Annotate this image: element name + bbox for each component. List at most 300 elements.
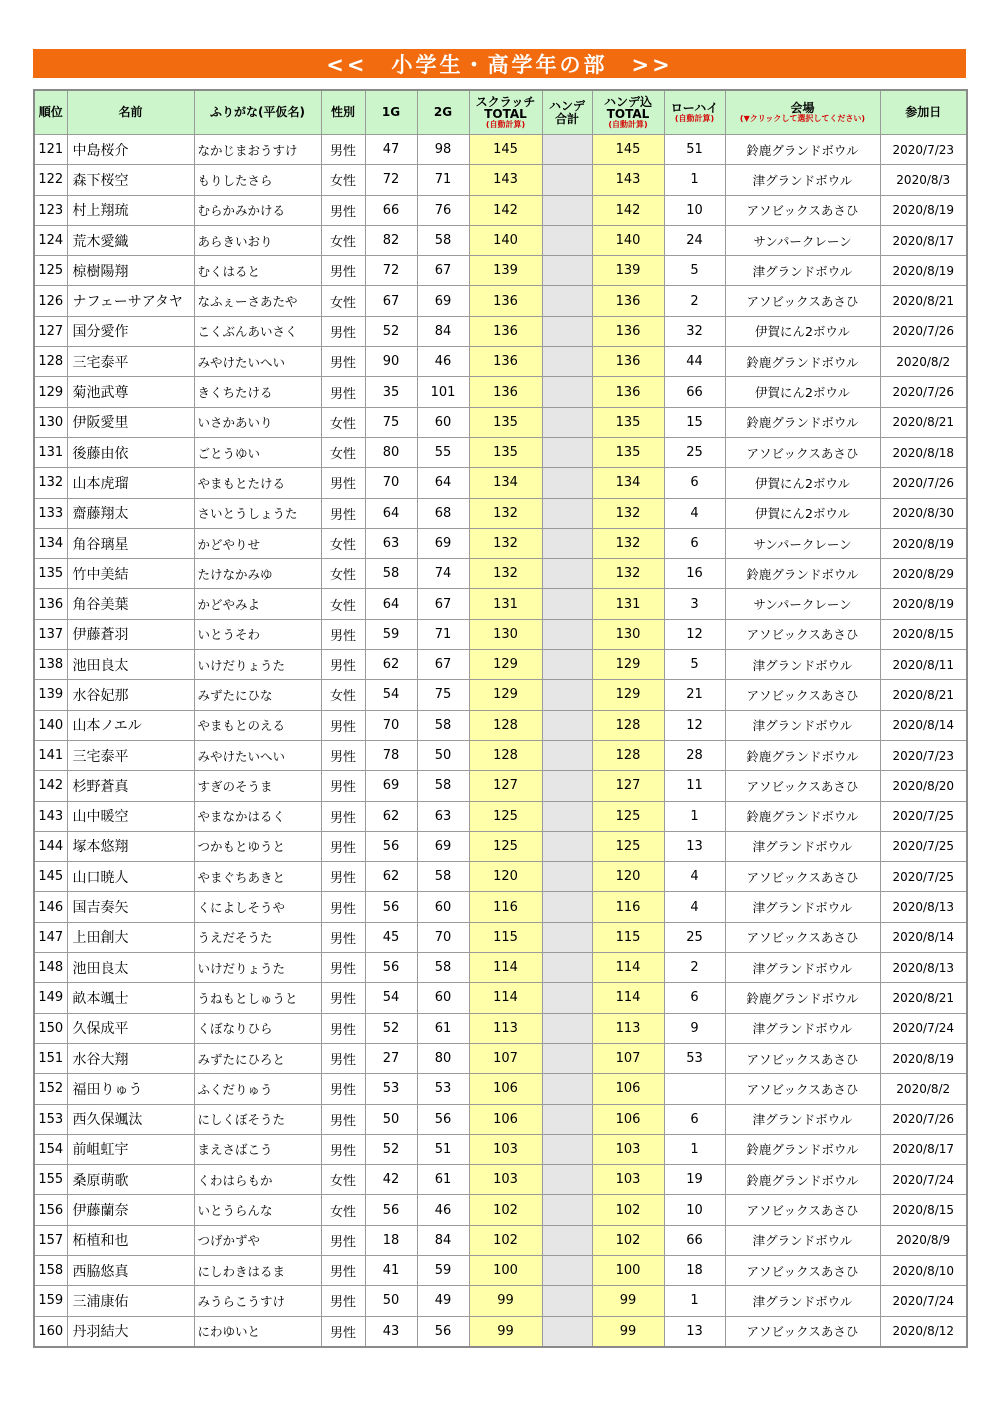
scratch-total-cell: 114 [469, 953, 542, 983]
venue-select[interactable]: 伊賀にん2ボウル [725, 316, 880, 346]
table-row [34, 225, 967, 255]
gender-cell: 男性 [321, 831, 365, 861]
game2-cell: 98 [417, 135, 469, 165]
handicap-total-cell: 143 [592, 165, 664, 195]
date-cell: 2020/7/24 [880, 1165, 967, 1195]
venue-select[interactable]: 鈴鹿グランドボウル [725, 1165, 880, 1195]
name-cell: 山口暁人 [67, 862, 194, 892]
name-cell: 齋藤翔太 [67, 498, 194, 528]
game2-cell: 67 [417, 589, 469, 619]
rank-cell: 126 [34, 286, 67, 316]
header-handicap-total-label: TOTAL [606, 107, 650, 122]
handicap-total-cell: 100 [592, 1255, 664, 1285]
scratch-total-cell: 125 [469, 801, 542, 831]
lowhigh-cell: 13 [664, 1316, 725, 1347]
scratch-total-cell: 143 [469, 165, 542, 195]
date-cell: 2020/8/19 [880, 256, 967, 286]
venue-select[interactable]: 津グランドボウル [725, 1225, 880, 1255]
scratch-total-cell: 107 [469, 1043, 542, 1073]
lowhigh-cell: 1 [664, 165, 725, 195]
scratch-total-cell: 134 [469, 468, 542, 498]
header-scratch-total [469, 90, 542, 135]
lowhigh-cell: 6 [664, 983, 725, 1013]
table-row [34, 1316, 967, 1347]
name-cell: 水谷大翔 [67, 1043, 194, 1073]
venue-select[interactable]: 津グランドボウル [725, 892, 880, 922]
handicap-sum-cell [542, 892, 592, 922]
venue-select[interactable]: 津グランドボウル [725, 256, 880, 286]
gender-cell: 女性 [321, 225, 365, 255]
table-row [34, 801, 967, 831]
handicap-total-cell: 132 [592, 528, 664, 558]
lowhigh-cell: 6 [664, 528, 725, 558]
lowhigh-cell: 25 [664, 437, 725, 467]
venue-select[interactable]: アソビックスあさひ [725, 1255, 880, 1285]
handicap-sum-cell [542, 953, 592, 983]
handicap-total-cell: 114 [592, 953, 664, 983]
lowhigh-cell: 51 [664, 135, 725, 165]
name-cell: 三浦康佑 [67, 1286, 194, 1316]
date-cell: 2020/8/12 [880, 1316, 967, 1347]
header-name: 名前 [67, 90, 194, 135]
game1-cell: 90 [365, 347, 417, 377]
venue-select[interactable]: アソビックスあさひ [725, 195, 880, 225]
handicap-sum-cell [542, 437, 592, 467]
furigana-cell: むくはると [194, 256, 321, 286]
table-row [34, 1195, 967, 1225]
table-row [34, 771, 967, 801]
game2-cell: 60 [417, 892, 469, 922]
name-cell: 柘植和也 [67, 1225, 194, 1255]
date-cell: 2020/7/25 [880, 862, 967, 892]
name-cell: 中島桜介 [67, 135, 194, 165]
venue-select[interactable]: 伊賀にん2ボウル [725, 468, 880, 498]
venue-select[interactable]: サンパークレーン [725, 589, 880, 619]
game1-cell: 72 [365, 256, 417, 286]
table-row [34, 347, 967, 377]
scratch-total-cell: 102 [469, 1225, 542, 1255]
handicap-sum-cell [542, 1074, 592, 1104]
venue-select[interactable]: アソビックスあさひ [725, 771, 880, 801]
handicap-sum-cell [542, 831, 592, 861]
handicap-total-cell: 139 [592, 256, 664, 286]
rank-cell: 128 [34, 347, 67, 377]
header-date: 参加日 [880, 90, 967, 135]
lowhigh-cell: 13 [664, 831, 725, 861]
rank-cell: 151 [34, 1043, 67, 1073]
scratch-total-cell: 140 [469, 225, 542, 255]
table-row [34, 559, 967, 589]
venue-select[interactable]: 鈴鹿グランドボウル [725, 559, 880, 589]
gender-cell: 男性 [321, 1255, 365, 1285]
venue-select[interactable]: アソビックスあさひ [725, 619, 880, 649]
scratch-total-cell: 113 [469, 1013, 542, 1043]
name-cell: 国吉奏矢 [67, 892, 194, 922]
lowhigh-cell: 10 [664, 195, 725, 225]
rank-cell: 149 [34, 983, 67, 1013]
handicap-total-cell: 132 [592, 498, 664, 528]
header-row [34, 90, 967, 135]
rank-cell: 148 [34, 953, 67, 983]
rank-cell: 158 [34, 1255, 67, 1285]
date-cell: 2020/8/2 [880, 1074, 967, 1104]
game1-cell: 66 [365, 195, 417, 225]
rank-cell: 136 [34, 589, 67, 619]
gender-cell: 女性 [321, 589, 365, 619]
game2-cell: 70 [417, 922, 469, 952]
game1-cell: 45 [365, 922, 417, 952]
game2-cell: 69 [417, 528, 469, 558]
venue-select[interactable]: 鈴鹿グランドボウル [725, 135, 880, 165]
game1-cell: 56 [365, 892, 417, 922]
furigana-cell: あらきいおり [194, 225, 321, 255]
date-cell: 2020/8/10 [880, 1255, 967, 1285]
handicap-sum-cell [542, 680, 592, 710]
table-row [34, 862, 967, 892]
furigana-cell: みずたにひろと [194, 1043, 321, 1073]
handicap-sum-cell [542, 286, 592, 316]
gender-cell: 女性 [321, 407, 365, 437]
date-cell: 2020/8/11 [880, 650, 967, 680]
game1-cell: 58 [365, 559, 417, 589]
game2-cell: 53 [417, 1074, 469, 1104]
rank-cell: 124 [34, 225, 67, 255]
scratch-total-cell: 136 [469, 286, 542, 316]
venue-select[interactable]: アソビックスあさひ [725, 680, 880, 710]
game2-cell: 71 [417, 619, 469, 649]
venue-select[interactable]: 鈴鹿グランドボウル [725, 801, 880, 831]
table-row [34, 740, 967, 770]
gender-cell: 女性 [321, 165, 365, 195]
name-cell: 竹中美結 [67, 559, 194, 589]
name-cell: 菊池武尊 [67, 377, 194, 407]
scratch-total-cell: 131 [469, 589, 542, 619]
header-scratch-label: スクラッチ [475, 94, 536, 109]
date-cell: 2020/7/26 [880, 377, 967, 407]
table-row [34, 1255, 967, 1285]
game1-cell: 59 [365, 619, 417, 649]
furigana-cell: すぎのそうま [194, 771, 321, 801]
scratch-total-cell: 125 [469, 831, 542, 861]
venue-select[interactable]: 津グランドボウル [725, 710, 880, 740]
handicap-total-cell: 114 [592, 983, 664, 1013]
game1-cell: 67 [365, 286, 417, 316]
handicap-total-cell: 130 [592, 619, 664, 649]
table-row [34, 195, 967, 225]
furigana-cell: くわはらもか [194, 1165, 321, 1195]
game2-cell: 75 [417, 680, 469, 710]
furigana-cell: もりしたさら [194, 165, 321, 195]
handicap-sum-cell [542, 1104, 592, 1134]
scratch-total-cell: 102 [469, 1195, 542, 1225]
furigana-cell: つげかずや [194, 1225, 321, 1255]
date-cell: 2020/8/9 [880, 1225, 967, 1255]
rank-cell: 131 [34, 437, 67, 467]
scratch-total-cell: 136 [469, 316, 542, 346]
game1-cell: 53 [365, 1074, 417, 1104]
lowhigh-cell: 25 [664, 922, 725, 952]
scratch-total-cell: 136 [469, 377, 542, 407]
rank-cell: 150 [34, 1013, 67, 1043]
gender-cell: 男性 [321, 1286, 365, 1316]
scratch-total-cell: 130 [469, 619, 542, 649]
rank-cell: 143 [34, 801, 67, 831]
venue-select[interactable]: アソビックスあさひ [725, 862, 880, 892]
game1-cell: 56 [365, 1195, 417, 1225]
lowhigh-cell: 15 [664, 407, 725, 437]
handicap-sum-cell [542, 468, 592, 498]
handicap-total-cell: 102 [592, 1195, 664, 1225]
game1-cell: 52 [365, 1013, 417, 1043]
handicap-sum-cell [542, 1165, 592, 1195]
furigana-cell: まえさばこう [194, 1134, 321, 1164]
header-game2: 2G [417, 90, 469, 135]
scratch-total-cell: 132 [469, 559, 542, 589]
handicap-sum-cell [542, 225, 592, 255]
gender-cell: 男性 [321, 619, 365, 649]
game1-cell: 70 [365, 710, 417, 740]
lowhigh-cell: 19 [664, 1165, 725, 1195]
handicap-sum-cell [542, 165, 592, 195]
scratch-total-cell: 114 [469, 983, 542, 1013]
date-cell: 2020/8/19 [880, 528, 967, 558]
gender-cell: 男性 [321, 256, 365, 286]
header-furigana: ふりがな(平仮名) [194, 90, 321, 135]
furigana-cell: くぼなりひら [194, 1013, 321, 1043]
lowhigh-cell: 11 [664, 771, 725, 801]
venue-select[interactable]: 伊賀にん2ボウル [725, 377, 880, 407]
handicap-total-cell: 136 [592, 286, 664, 316]
lowhigh-cell: 1 [664, 1286, 725, 1316]
date-cell: 2020/8/2 [880, 347, 967, 377]
gender-cell: 女性 [321, 437, 365, 467]
venue-select[interactable]: 鈴鹿グランドボウル [725, 407, 880, 437]
venue-select[interactable]: アソビックスあさひ [725, 437, 880, 467]
handicap-total-cell: 142 [592, 195, 664, 225]
gender-cell: 男性 [321, 377, 365, 407]
gender-cell: 男性 [321, 468, 365, 498]
handicap-sum-cell [542, 710, 592, 740]
gender-cell: 女性 [321, 680, 365, 710]
rank-cell: 155 [34, 1165, 67, 1195]
game2-cell: 50 [417, 740, 469, 770]
venue-select[interactable]: アソビックスあさひ [725, 1074, 880, 1104]
venue-select[interactable]: アソビックスあさひ [725, 1043, 880, 1073]
header-handicap-incl-label: ハンデ込 [603, 94, 652, 109]
gender-cell: 男性 [321, 1013, 365, 1043]
rank-cell: 125 [34, 256, 67, 286]
handicap-sum-cell [542, 316, 592, 346]
date-cell: 2020/8/18 [880, 437, 967, 467]
scratch-total-cell: 129 [469, 650, 542, 680]
name-cell: 上田創大 [67, 922, 194, 952]
handicap-total-cell: 128 [592, 710, 664, 740]
table-row [34, 256, 967, 286]
lowhigh-cell: 18 [664, 1255, 725, 1285]
furigana-cell: たけなかみゆ [194, 559, 321, 589]
date-cell: 2020/8/17 [880, 225, 967, 255]
game1-cell: 75 [365, 407, 417, 437]
name-cell: 村上翔琉 [67, 195, 194, 225]
ranking-body [34, 135, 967, 1347]
game1-cell: 52 [365, 1134, 417, 1164]
date-cell: 2020/8/3 [880, 165, 967, 195]
name-cell: 三宅泰平 [67, 740, 194, 770]
lowhigh-cell: 6 [664, 468, 725, 498]
venue-select[interactable]: サンパークレーン [725, 225, 880, 255]
rank-cell: 142 [34, 771, 67, 801]
handicap-total-cell: 99 [592, 1316, 664, 1347]
venue-select[interactable]: 津グランドボウル [725, 650, 880, 680]
rank-cell: 145 [34, 862, 67, 892]
date-cell: 2020/8/19 [880, 1043, 967, 1073]
venue-select[interactable]: 津グランドボウル [725, 1104, 880, 1134]
handicap-sum-cell [542, 801, 592, 831]
header-handicap-label: ハンデ [548, 98, 585, 113]
header-venue-note: (▼クリックして選択してください) [739, 113, 866, 123]
game2-cell: 68 [417, 498, 469, 528]
table-row [34, 1074, 967, 1104]
venue-select[interactable]: アソビックスあさひ [725, 1316, 880, 1347]
date-cell: 2020/7/26 [880, 1104, 967, 1134]
venue-select[interactable]: アソビックスあさひ [725, 922, 880, 952]
lowhigh-cell: 4 [664, 498, 725, 528]
furigana-cell: むらかみかける [194, 195, 321, 225]
name-cell: 丹羽結大 [67, 1316, 194, 1347]
name-cell: 山本ノエル [67, 710, 194, 740]
furigana-cell: きくちたける [194, 377, 321, 407]
handicap-total-cell: 113 [592, 1013, 664, 1043]
game1-cell: 80 [365, 437, 417, 467]
header-handicap-auto-note: (自動計算) [608, 119, 648, 129]
game1-cell: 63 [365, 528, 417, 558]
gender-cell: 男性 [321, 983, 365, 1013]
name-cell: 西久保颯汰 [67, 1104, 194, 1134]
venue-select[interactable]: 津グランドボウル [725, 953, 880, 983]
name-cell: 伊藤蒼羽 [67, 619, 194, 649]
table-row [34, 1225, 967, 1255]
header-lowhigh-auto-note: (自動計算) [674, 113, 715, 123]
scratch-total-cell: 100 [469, 1255, 542, 1285]
furigana-cell: やまなかはるく [194, 801, 321, 831]
game1-cell: 50 [365, 1286, 417, 1316]
gender-cell: 男性 [321, 347, 365, 377]
lowhigh-cell: 4 [664, 892, 725, 922]
lowhigh-cell: 66 [664, 1225, 725, 1255]
game1-cell: 82 [365, 225, 417, 255]
venue-select[interactable]: 鈴鹿グランドボウル [725, 983, 880, 1013]
furigana-cell: つかもとゆうと [194, 831, 321, 861]
date-cell: 2020/7/24 [880, 1013, 967, 1043]
name-cell: 桑原萌歌 [67, 1165, 194, 1195]
furigana-cell: なふぇーさあたや [194, 286, 321, 316]
game2-cell: 84 [417, 316, 469, 346]
handicap-total-cell: 135 [592, 437, 664, 467]
game2-cell: 58 [417, 771, 469, 801]
furigana-cell: なかじまおうすけ [194, 135, 321, 165]
game2-cell: 69 [417, 831, 469, 861]
handicap-sum-cell [542, 1225, 592, 1255]
handicap-sum-cell [542, 407, 592, 437]
venue-select[interactable]: 鈴鹿グランドボウル [725, 740, 880, 770]
venue-select[interactable]: 津グランドボウル [725, 1286, 880, 1316]
lowhigh-cell: 9 [664, 1013, 725, 1043]
header-venue-label: 会場 [790, 101, 815, 115]
scratch-total-cell: 127 [469, 771, 542, 801]
gender-cell: 男性 [321, 650, 365, 680]
table-row [34, 316, 967, 346]
gender-cell: 男性 [321, 771, 365, 801]
handicap-total-cell: 134 [592, 468, 664, 498]
game2-cell: 58 [417, 225, 469, 255]
name-cell: 国分愛作 [67, 316, 194, 346]
rank-cell: 141 [34, 740, 67, 770]
game1-cell: 50 [365, 1104, 417, 1134]
name-cell: 伊藤蘭奈 [67, 1195, 194, 1225]
game1-cell: 64 [365, 589, 417, 619]
game1-cell: 54 [365, 680, 417, 710]
venue-select[interactable]: アソビックスあさひ [725, 286, 880, 316]
name-cell: 後藤由依 [67, 437, 194, 467]
gender-cell: 男性 [321, 135, 365, 165]
venue-select[interactable]: サンパークレーン [725, 528, 880, 558]
rank-cell: 129 [34, 377, 67, 407]
rank-cell: 147 [34, 922, 67, 952]
game2-cell: 58 [417, 862, 469, 892]
game1-cell: 52 [365, 316, 417, 346]
name-cell: 池田良太 [67, 953, 194, 983]
game2-cell: 59 [417, 1255, 469, 1285]
lowhigh-cell: 1 [664, 1134, 725, 1164]
handicap-sum-cell [542, 983, 592, 1013]
gender-cell: 男性 [321, 1316, 365, 1347]
header-rank: 順位 [34, 90, 67, 135]
name-cell: 福田りゅう [67, 1074, 194, 1104]
venue-select[interactable]: 津グランドボウル [725, 1013, 880, 1043]
name-cell: 前岨虹宇 [67, 1134, 194, 1164]
handicap-total-cell: 136 [592, 377, 664, 407]
game1-cell: 47 [365, 135, 417, 165]
lowhigh-cell: 1 [664, 801, 725, 831]
lowhigh-cell: 5 [664, 650, 725, 680]
venue-select[interactable]: 津グランドボウル [725, 165, 880, 195]
rank-cell: 127 [34, 316, 67, 346]
handicap-total-cell: 136 [592, 347, 664, 377]
venue-select[interactable]: 伊賀にん2ボウル [725, 498, 880, 528]
handicap-total-cell: 102 [592, 1225, 664, 1255]
game2-cell: 69 [417, 286, 469, 316]
header-lowhigh [664, 90, 725, 135]
date-cell: 2020/7/25 [880, 801, 967, 831]
scratch-total-cell: 139 [469, 256, 542, 286]
game2-cell: 49 [417, 1286, 469, 1316]
venue-select[interactable]: 津グランドボウル [725, 831, 880, 861]
furigana-cell: いとうそわ [194, 619, 321, 649]
name-cell: 椋樹陽翔 [67, 256, 194, 286]
venue-select[interactable]: アソビックスあさひ [725, 1195, 880, 1225]
gender-cell: 男性 [321, 710, 365, 740]
handicap-sum-cell [542, 498, 592, 528]
handicap-sum-cell [542, 559, 592, 589]
date-cell: 2020/8/21 [880, 286, 967, 316]
venue-select[interactable]: 鈴鹿グランドボウル [725, 1134, 880, 1164]
handicap-total-cell: 125 [592, 801, 664, 831]
rank-cell: 159 [34, 1286, 67, 1316]
venue-select[interactable]: 鈴鹿グランドボウル [725, 347, 880, 377]
game1-cell: 62 [365, 801, 417, 831]
furigana-cell: かどやりせ [194, 528, 321, 558]
handicap-sum-cell [542, 195, 592, 225]
